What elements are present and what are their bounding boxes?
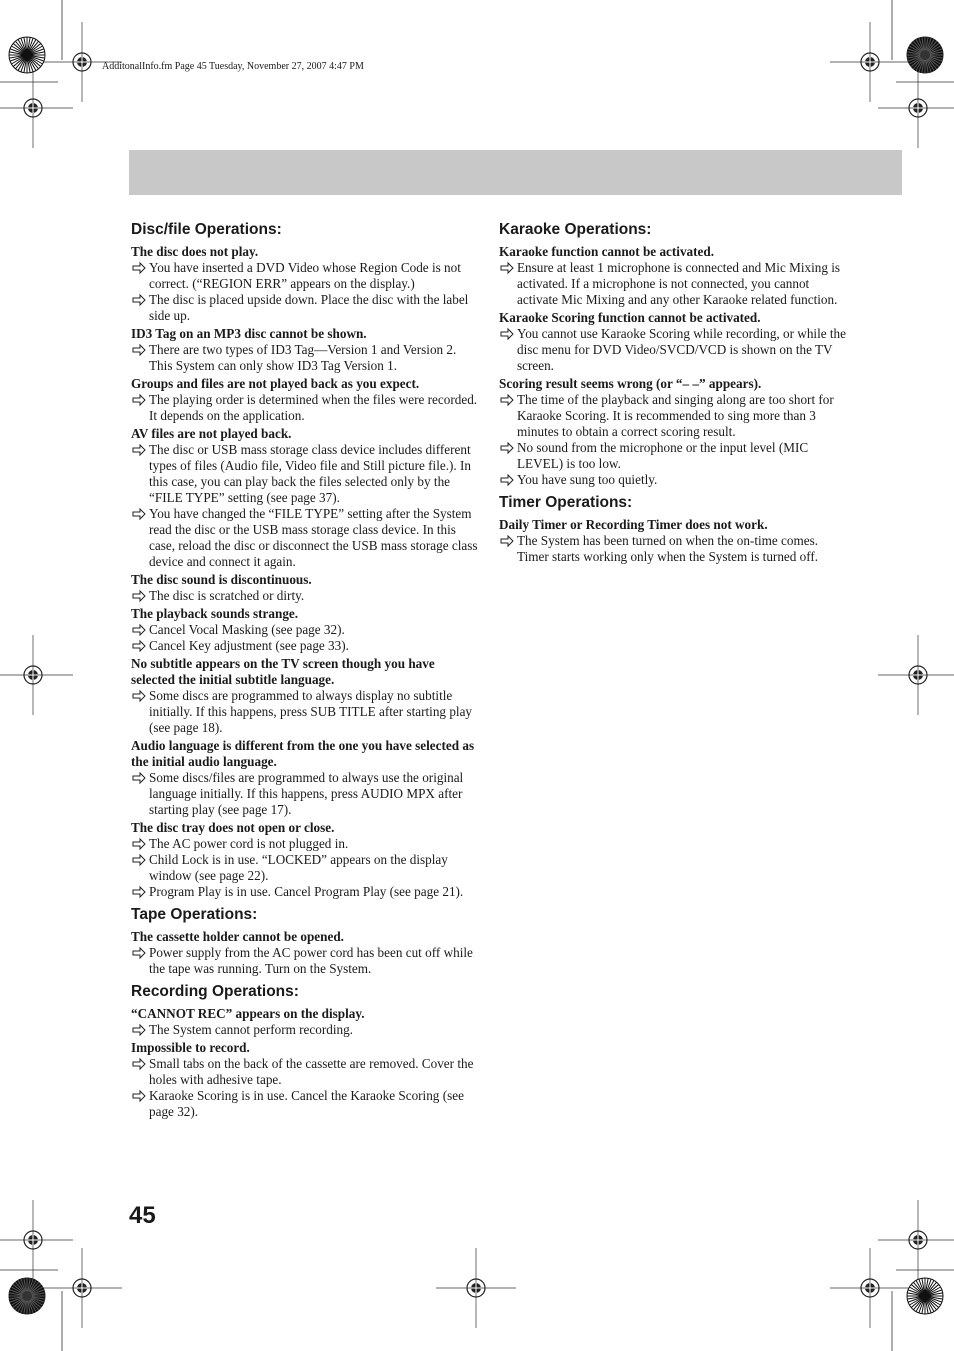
section-heading: Recording Operations: <box>131 983 299 1000</box>
solution-text: The playing order is determined when the files were recorded. It depends on the application. <box>149 392 478 423</box>
problem-heading: Daily Timer or Recording Timer does not work. <box>499 517 768 532</box>
solution-text: The System has been turned on when the on-time comes. Timer starts working only when the System is turned off. <box>517 533 819 564</box>
crosshair-registration-icon <box>878 635 954 715</box>
sunburst-circle-icon <box>907 37 943 73</box>
crosshair-registration-icon <box>436 1248 516 1328</box>
crosshair-registration-icon <box>0 68 73 148</box>
crosshair-registration-icon <box>878 68 954 148</box>
solution-text: You have sung too quietly. <box>517 472 658 487</box>
solution-text: The disc is scratched or dirty. <box>149 588 305 603</box>
solution-text: No sound from the microphone or the input level (MIC LEVEL) is too low. <box>517 440 809 471</box>
crosshair-registration-icon <box>830 1248 910 1328</box>
problem-heading: “CANNOT REC” appears on the display. <box>131 1006 365 1021</box>
problem-heading: ID3 Tag on an MP3 disc cannot be shown. <box>131 326 367 341</box>
solution-text: Power supply from the AC power cord has been cut off while the tape was running. Turn on the System. <box>149 945 473 976</box>
section-heading: Disc/file Operations: <box>131 221 282 238</box>
solution-text: Child Lock is in use. “LOCKED” appears on the display window (see page 22). <box>149 852 448 883</box>
crosshair-registration-icon <box>42 1248 122 1328</box>
solution-text: Some discs/files are programmed to always use the original language initially. If this happens, press AUDIO MPX after starting play (see page 17). <box>149 770 464 817</box>
section-heading: Karaoke Operations: <box>499 221 652 238</box>
solution-text: The time of the playback and singing along are too short for Karaoke Scoring. It is recommended to sing more than 3 minutes to obtain a correct scoring result. <box>517 392 834 439</box>
problem-heading: The playback sounds strange. <box>131 606 299 621</box>
problem-heading: AV files are not played back. <box>131 426 292 441</box>
solution-text: There are two types of ID3 Tag—Version 1 and Version 2. This System can only show ID3 Tag Version 1. <box>149 342 457 373</box>
solution-text: Karaoke Scoring is in use. Cancel the Karaoke Scoring (see page 32). <box>149 1088 464 1119</box>
solution-text: Cancel Vocal Masking (see page 32). <box>149 622 345 637</box>
problem-heading: Impossible to record. <box>131 1040 250 1055</box>
crosshair-registration-icon <box>0 635 73 715</box>
problem-heading: The disc does not play. <box>131 244 259 259</box>
problem-heading: The disc sound is discontinuous. <box>131 572 312 587</box>
section-heading: Tape Operations: <box>131 906 258 923</box>
solution-text: The disc or USB mass storage class device includes different types of files (Audio file, Video file and Still picture file.). In this case, you can play back the files selected only by the “FILE TYPE” setting (see page 37). <box>149 442 471 505</box>
solution-text: The AC power cord is not plugged in. <box>149 836 349 851</box>
file-header-stamp: AdditonalInfo.fm Page 45 Tuesday, November 27, 2007 4:47 PM <box>102 61 364 72</box>
solution-text: The System cannot perform recording. <box>149 1022 353 1037</box>
solution-text: Program Play is in use. Cancel Program Play (see page 21). <box>149 884 464 899</box>
crosshair-registration-icon <box>42 22 122 102</box>
solution-text: Small tabs on the back of the cassette are removed. Cover the holes with adhesive tape. <box>149 1056 474 1087</box>
problem-heading: The disc tray does not open or close. <box>131 820 335 835</box>
solution-text: Cancel Key adjustment (see page 33). <box>149 638 349 653</box>
solution-text: The disc is placed upside down. Place the disc with the label side up. <box>149 292 469 323</box>
sunburst-circle-icon <box>9 37 45 73</box>
sunburst-circle-icon <box>9 1278 45 1314</box>
crosshair-registration-icon <box>830 22 910 102</box>
problem-heading: Karaoke Scoring function cannot be activated. <box>499 310 761 325</box>
problem-heading: Karaoke function cannot be activated. <box>499 244 715 259</box>
solution-text: You have inserted a DVD Video whose Region Code is not correct. (“REGION ERR” appears on the display.) <box>149 260 461 291</box>
problem-heading: No subtitle appears on the TV screen though you have selected the initial subtitle language. <box>131 656 435 687</box>
problem-heading: Audio language is different from the one you have selected as the initial audio language. <box>131 738 475 769</box>
problem-heading: The cassette holder cannot be opened. <box>131 929 344 944</box>
crosshair-registration-icon <box>878 1200 954 1280</box>
sunburst-circle-icon <box>907 1278 943 1314</box>
page-number: 45 <box>129 1202 156 1229</box>
section-heading: Timer Operations: <box>499 494 633 511</box>
problem-heading: Groups and files are not played back as you expect. <box>131 376 420 391</box>
solution-text: You cannot use Karaoke Scoring while recording, or while the disc menu for DVD Video/SVCD/VCD is shown on the TV screen. <box>517 326 846 373</box>
solution-text: Ensure at least 1 microphone is connected and Mic Mixing is activated. If a microphone is not connected, you cannot activate Mic Mixing and any other Karaoke related function. <box>517 260 841 307</box>
solution-text: You have changed the “FILE TYPE” setting after the System read the disc or the USB mass storage class device. In this case, reload the disc or disconnect the USB mass storage class device and connect it again. <box>149 506 478 569</box>
solution-text: Some discs are programmed to always display no subtitle initially. If this happens, press SUB TITLE after starting play (see page 18). <box>149 688 473 735</box>
problem-heading: Scoring result seems wrong (or “– –” appears). <box>499 376 762 391</box>
crosshair-registration-icon <box>0 1200 73 1280</box>
